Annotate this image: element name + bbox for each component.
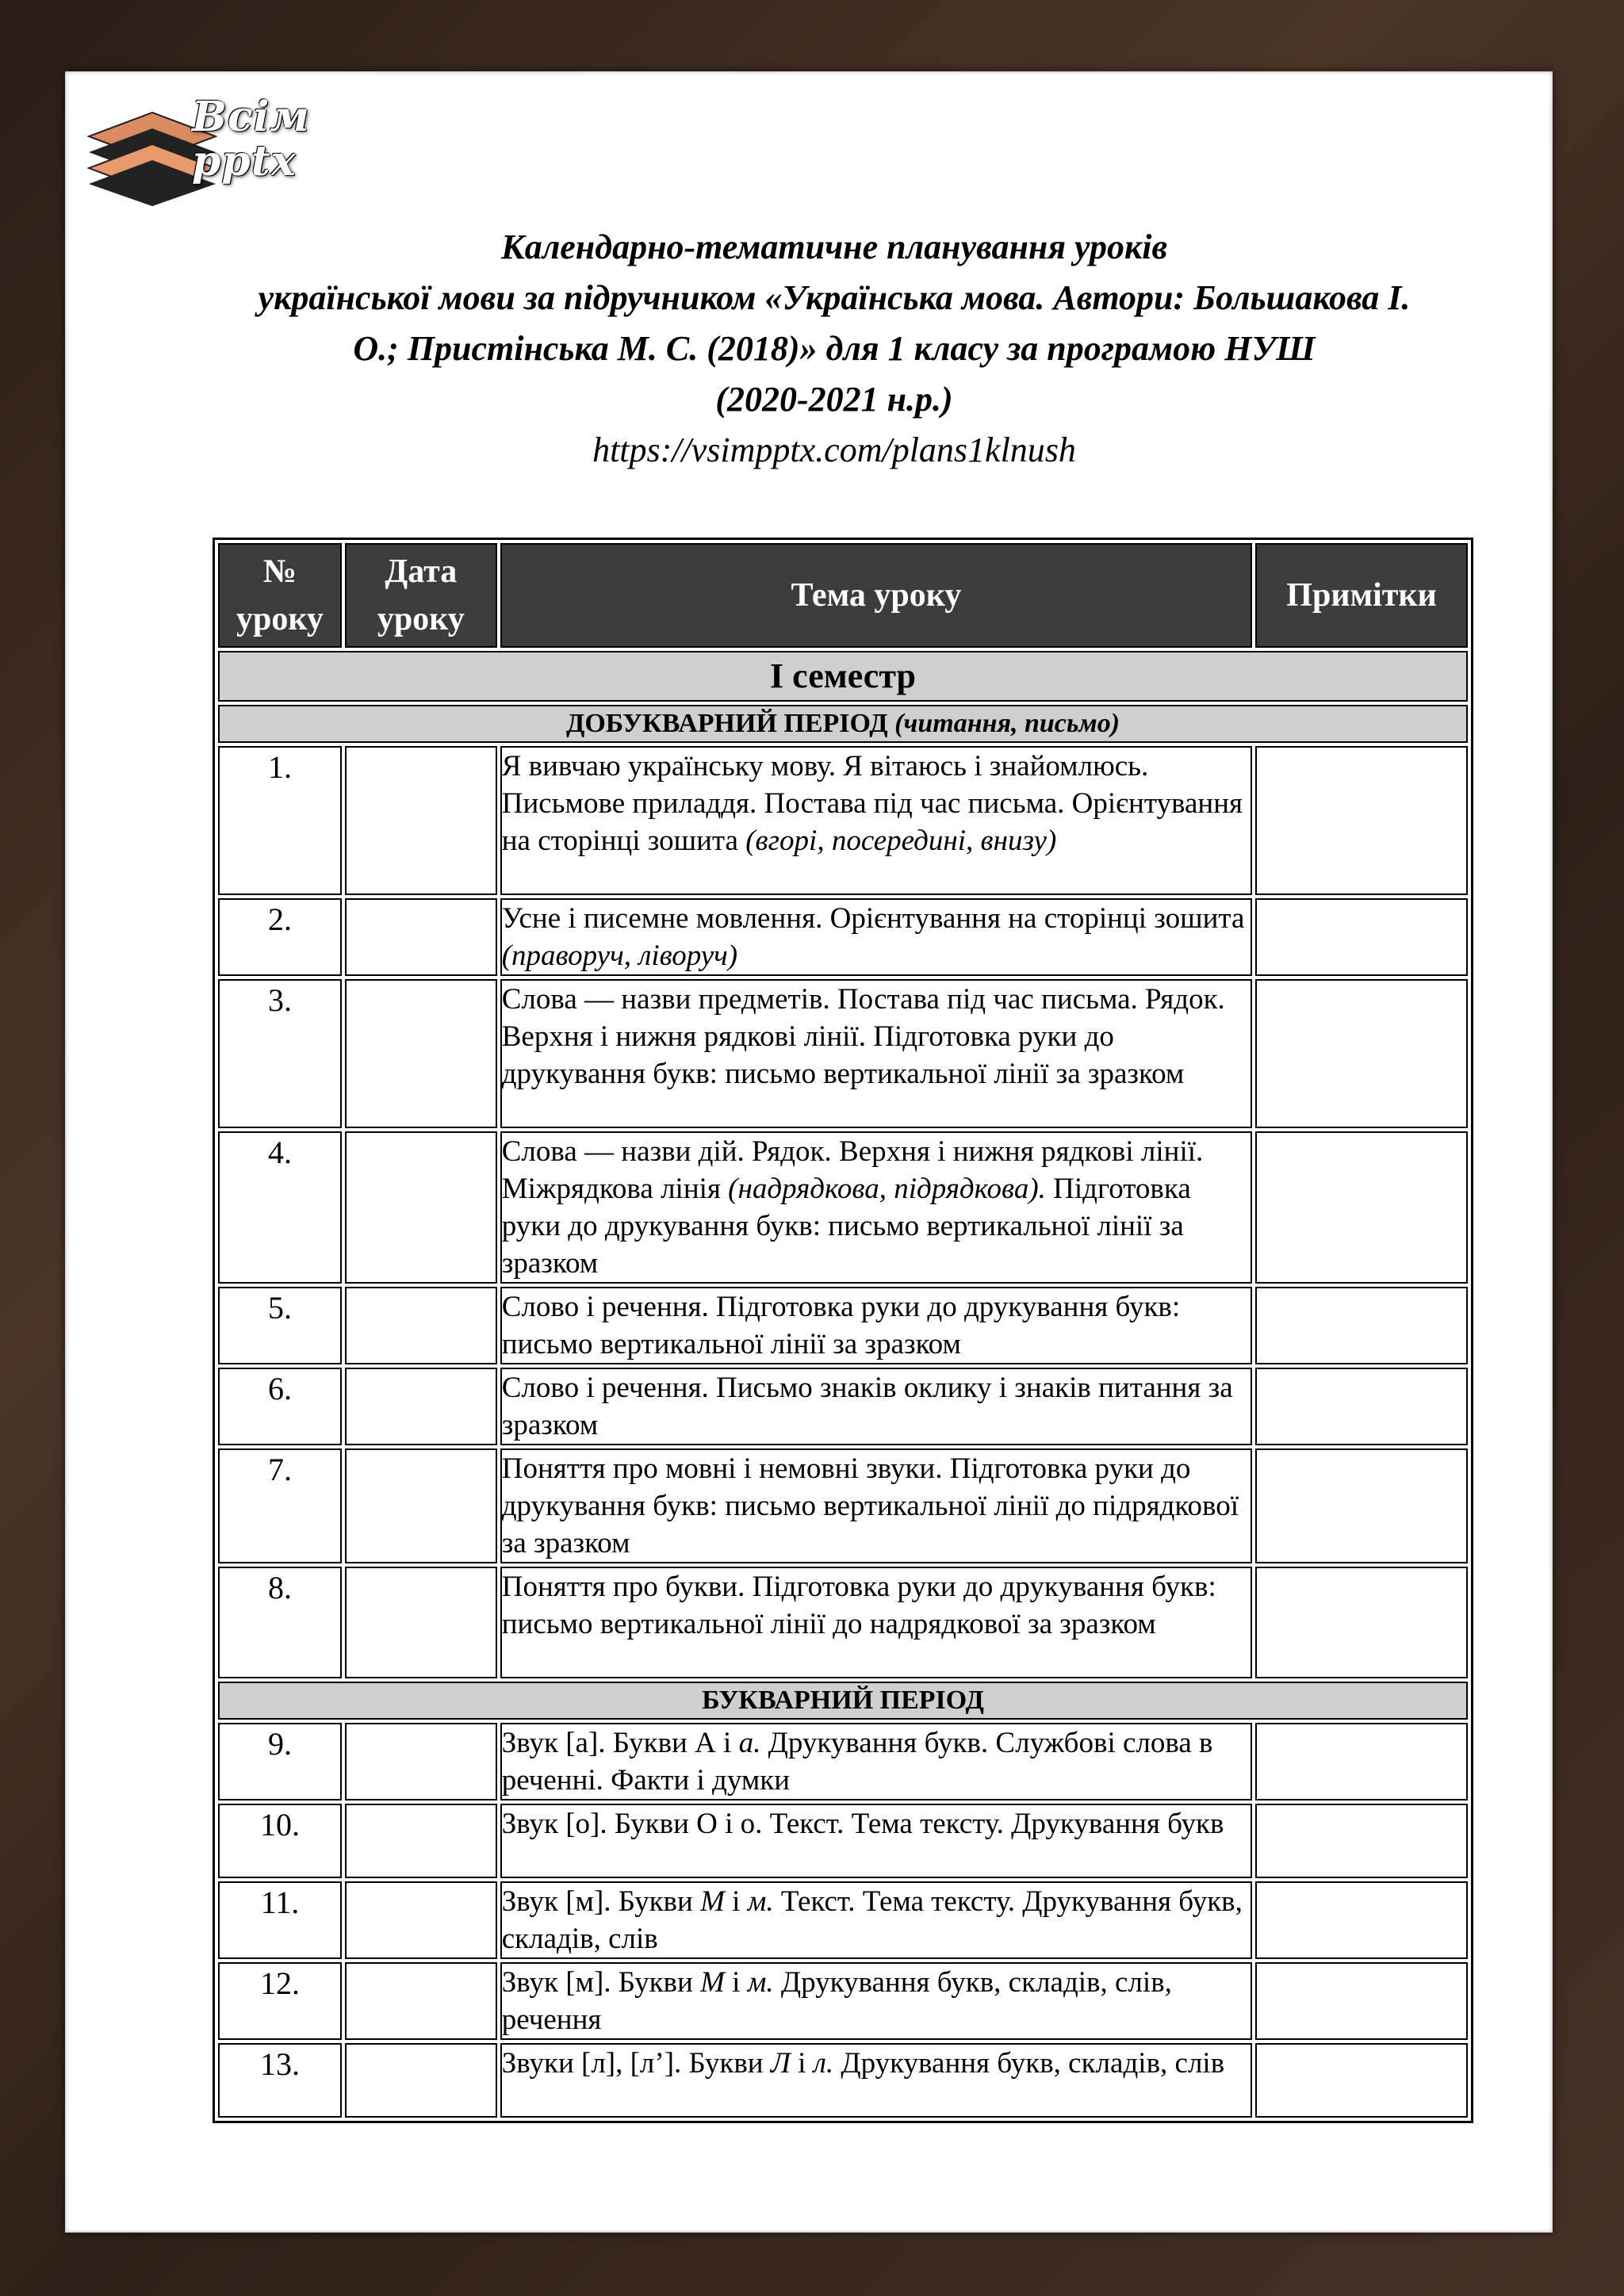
title-line: Календарно-тематичне планування уроків xyxy=(500,228,1168,266)
table-header-row xyxy=(218,543,1468,648)
topic-text-part: Звук [о]. Букви О і о. Текст. Тема тексту. Друкування букв xyxy=(501,1808,1224,1840)
title-line: О.; Пристінська М. С. (2018)» для 1 класу за програмою НУШ xyxy=(353,329,1316,368)
logo-text: Всім pptx xyxy=(192,93,310,186)
table-row xyxy=(218,2043,1468,2118)
lesson-date-cell xyxy=(345,2043,497,2118)
topic-italic-part: м. xyxy=(747,1885,774,1918)
table-row xyxy=(218,1962,1468,2040)
section-label-prebukvar: ДОБУКВАРНИЙ ПЕРІОД (читання, письмо) xyxy=(218,705,1468,743)
topic-italic-part: Л xyxy=(770,2047,791,2080)
topic-italic-part: М xyxy=(700,1966,725,1999)
lesson-topic xyxy=(500,1287,1252,1364)
lesson-number: 13. xyxy=(218,2043,342,2118)
topic-text-part: Поняття про мовні і немовні звуки. Підготовка руки до друкування букв: письмо вертикальної лінії до підрядкової за зразком xyxy=(501,1452,1239,1559)
topic-text-part: Звук [м]. Букви xyxy=(501,1885,693,1918)
semester-label: І семестр xyxy=(218,651,1468,702)
lesson-notes-cell xyxy=(1255,1287,1468,1364)
lesson-number: 6. xyxy=(218,1368,342,1445)
lesson-topic xyxy=(500,1131,1252,1284)
lesson-date-cell xyxy=(345,1962,497,2040)
table-row xyxy=(218,898,1468,976)
source-url[interactable]: https://vsimpptx.com/plans1klnush xyxy=(592,430,1076,469)
lesson-topic xyxy=(500,746,1252,895)
title-line: (2020-2021 н.р.) xyxy=(715,380,953,419)
section-row xyxy=(218,1682,1468,1720)
lesson-topic xyxy=(500,2043,1252,2118)
topic-italic-part: л. xyxy=(813,2047,834,2080)
header-lesson-topic: Тема уроку xyxy=(500,543,1252,648)
lesson-date-cell xyxy=(345,898,497,976)
lesson-notes-cell xyxy=(1255,1804,1468,1878)
lesson-notes-cell xyxy=(1255,1131,1468,1284)
table-row xyxy=(218,1804,1468,1878)
topic-text-part: Поняття про букви. Підготовка руки до друкування букв: письмо вертикальної лінії до надрядкової за зразком xyxy=(501,1571,1216,1640)
topic-text-part: Слово і речення. Письмо знаків оклику і знаків питання за зразком xyxy=(501,1372,1233,1441)
lesson-number: 12. xyxy=(218,1962,342,2040)
lesson-date-cell xyxy=(345,1448,497,1563)
table-row xyxy=(218,1287,1468,1364)
header-lesson-number: № уроку xyxy=(218,543,342,648)
table-row xyxy=(218,1131,1468,1284)
table-row xyxy=(218,1567,1468,1678)
table-row xyxy=(218,1723,1468,1800)
lesson-date-cell xyxy=(345,1804,497,1878)
lesson-date-cell xyxy=(345,1567,497,1678)
lesson-date-cell xyxy=(345,1131,497,1284)
lesson-notes-cell xyxy=(1255,1368,1468,1445)
table-row xyxy=(218,979,1468,1128)
document-title xyxy=(160,222,1508,425)
lesson-date-cell xyxy=(345,1287,497,1364)
lesson-topic xyxy=(500,898,1252,976)
lesson-topic xyxy=(500,1567,1252,1678)
table-row xyxy=(218,1448,1468,1563)
topic-italic-part: (вгорі, посередині, внизу) xyxy=(745,825,1057,857)
document-page xyxy=(65,71,1553,2233)
title-line: української мови за підручником «Українська мова. Автори: Большакова І. xyxy=(258,278,1411,317)
lesson-notes-cell xyxy=(1255,746,1468,895)
topic-text-part: Друкування букв. Службові слова в реченні. Факти і думки xyxy=(501,1727,1213,1797)
lesson-topic xyxy=(500,1448,1252,1563)
semester-row xyxy=(218,651,1468,702)
lesson-number: 2. xyxy=(218,898,342,976)
table-row xyxy=(218,1881,1468,1959)
table-row xyxy=(218,1368,1468,1445)
lesson-notes-cell xyxy=(1255,1962,1468,2040)
lesson-notes-cell xyxy=(1255,2043,1468,2118)
lesson-notes-cell xyxy=(1255,1881,1468,1959)
header-notes: Примітки xyxy=(1255,543,1468,648)
lesson-notes-cell xyxy=(1255,898,1468,976)
lesson-topic xyxy=(500,1723,1252,1800)
topic-text-part: Звук [м]. Букви xyxy=(501,1966,693,1999)
lesson-topic xyxy=(500,1962,1252,2040)
section-label-bukvar: БУКВАРНИЙ ПЕРІОД xyxy=(218,1682,1468,1720)
topic-italic-part: а. xyxy=(738,1727,761,1759)
lesson-notes-cell xyxy=(1255,1448,1468,1563)
lesson-notes-cell xyxy=(1255,1567,1468,1678)
topic-text-part: Слова — назви дій. Рядок. Верхня і нижня рядкові лінії. Міжрядкова лінія xyxy=(501,1135,1204,1205)
topic-text-part: Усне і писемне мовлення. Орієнтування на сторінці зошита xyxy=(501,902,1245,935)
lesson-number: 8. xyxy=(218,1567,342,1678)
lesson-notes-cell xyxy=(1255,979,1468,1128)
topic-italic-part: М xyxy=(700,1885,725,1918)
lesson-date-cell xyxy=(345,746,497,895)
lesson-number: 5. xyxy=(218,1287,342,1364)
topic-text-part: і xyxy=(732,1885,741,1918)
topic-italic-part: (праворуч, ліворуч) xyxy=(501,939,738,972)
topic-text-part: Друкування букв, складів, слів, речення xyxy=(501,1966,1172,2036)
lesson-date-cell xyxy=(345,1881,497,1959)
topic-text-part: і xyxy=(798,2047,806,2080)
lesson-topic xyxy=(500,1881,1252,1959)
topic-text-part: Звук [а]. Букви А і xyxy=(501,1727,732,1759)
topic-text-part: Друкування букв, складів, слів xyxy=(841,2047,1225,2080)
topic-italic-part: м. xyxy=(747,1966,774,1999)
lesson-topic xyxy=(500,979,1252,1128)
header-lesson-date: Дата уроку xyxy=(345,543,497,648)
lesson-number: 10. xyxy=(218,1804,342,1878)
lesson-number: 4. xyxy=(218,1131,342,1284)
site-logo xyxy=(73,81,327,208)
table-row xyxy=(218,746,1468,895)
lesson-number: 9. xyxy=(218,1723,342,1800)
topic-text-part: Текст. Тема тексту. Друкування букв, складів, слів xyxy=(501,1885,1243,1955)
lesson-plan-table xyxy=(213,538,1473,2123)
topic-text-part: Слово і речення. Підготовка руки до друкування букв: письмо вертикальної лінії за зразком xyxy=(501,1291,1181,1360)
lesson-number: 7. xyxy=(218,1448,342,1563)
lesson-number: 1. xyxy=(218,746,342,895)
lesson-number: 3. xyxy=(218,979,342,1128)
topic-text-part: Звуки [л], [л’]. Букви xyxy=(501,2047,764,2080)
topic-italic-part: (надрядкова, підрядкова). xyxy=(728,1173,1046,1205)
lesson-date-cell xyxy=(345,1723,497,1800)
lesson-date-cell xyxy=(345,979,497,1128)
lesson-date-cell xyxy=(345,1368,497,1445)
topic-text-part: Я вивчаю українську мову. Я вітаюсь і знайомлюсь. Письмове приладдя. Постава під час письма. Орієнтування на сторінці зошита xyxy=(501,750,1243,857)
lesson-topic xyxy=(500,1804,1252,1878)
topic-text-part: Підготовка руки до друкування букв: письмо вертикальної лінії за зразком xyxy=(501,1173,1191,1280)
lesson-number: 11. xyxy=(218,1881,342,1959)
topic-text-part: і xyxy=(732,1966,741,1999)
topic-text-part: Слова — назви предметів. Постава під час письма. Рядок. Верхня і нижня рядкові лінії. Підготовка руки до друкування букв: письмо вертикальної лінії за зразком xyxy=(501,983,1225,1090)
lesson-topic xyxy=(500,1368,1252,1445)
section-row xyxy=(218,705,1468,743)
lesson-notes-cell xyxy=(1255,1723,1468,1800)
